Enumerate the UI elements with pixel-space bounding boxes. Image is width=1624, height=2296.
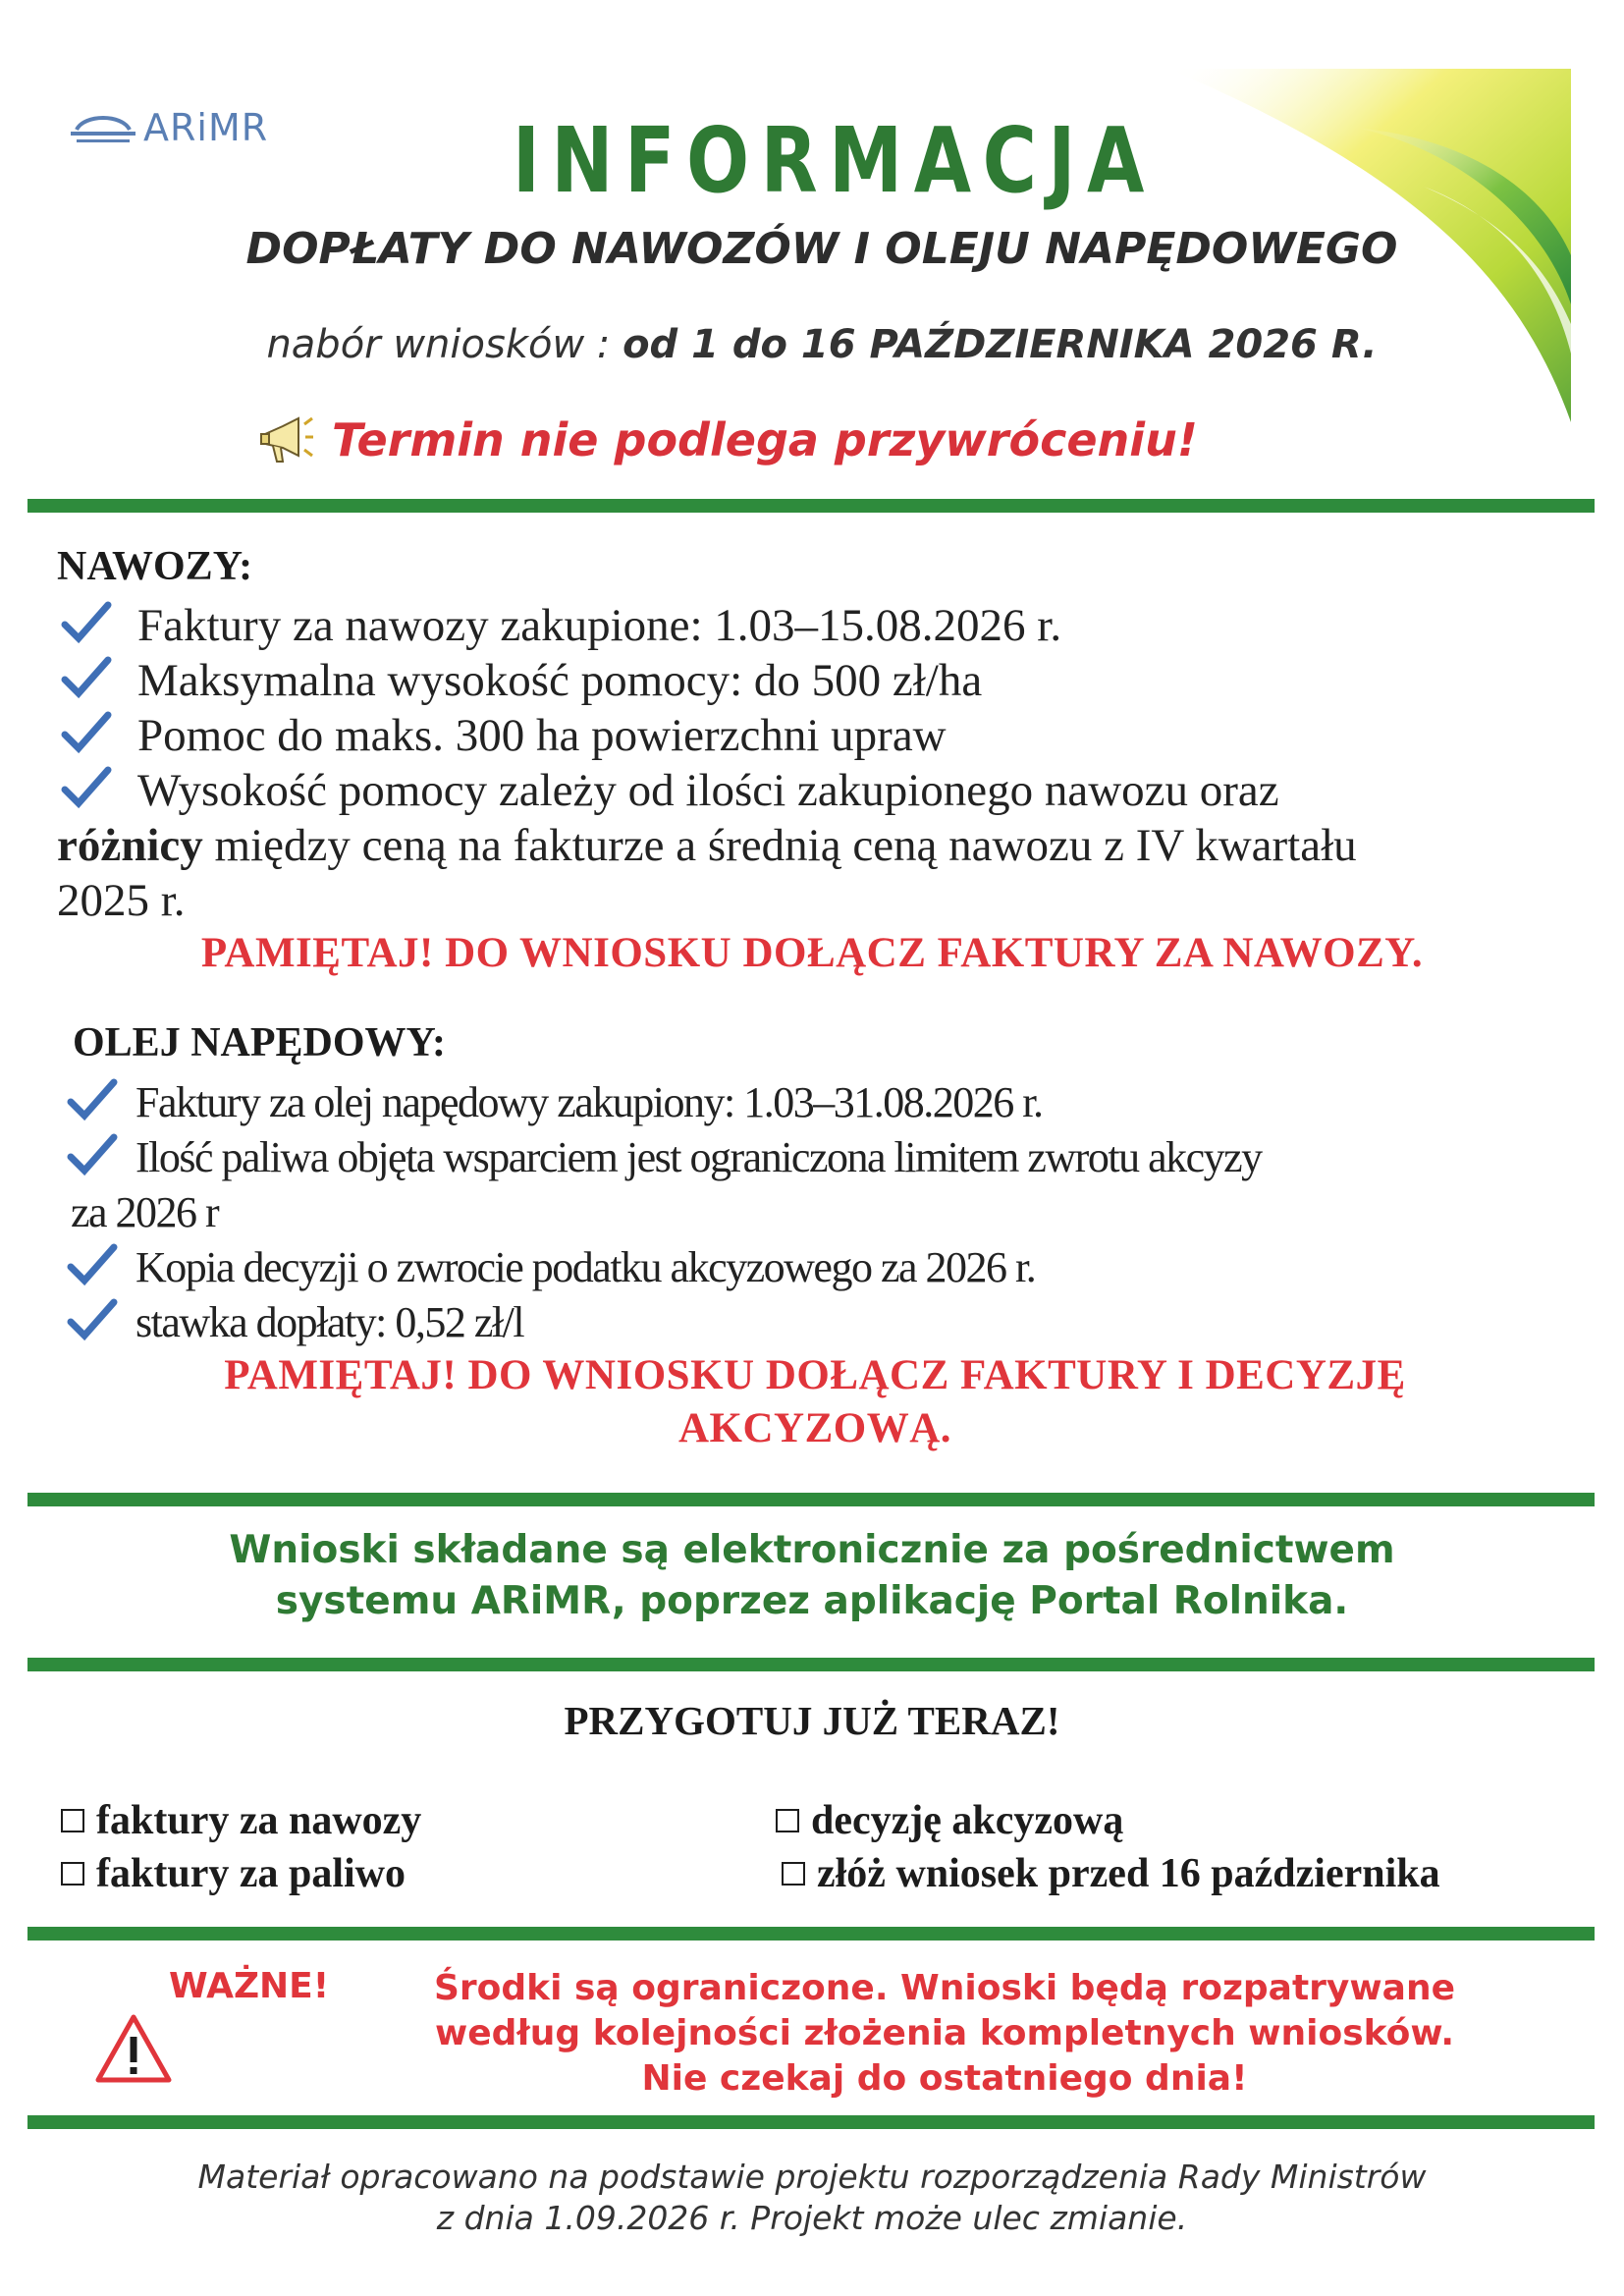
diesel-item-continuation: za 2026 r [71,1188,219,1236]
important-label: WAŻNE! [169,1966,330,2006]
divider [27,1927,1595,1941]
logo-text: ARiMR [143,106,269,149]
intake-label: nabór wniosków : [266,322,611,367]
checkbox-icon [61,1809,84,1832]
prepare-item-label: złóż wniosek przed 16 października [817,1851,1440,1896]
megaphone-icon [255,410,314,469]
footnote-line: z dnia 1.09.2026 r. Projekt może ulec zmianie. [436,2199,1188,2237]
fertilizers-item: Pomoc do maks. 300 ha powierzchni upraw [137,710,947,761]
divider [27,1493,1595,1506]
fertilizers-item: Faktury za nawozy zakupione: 1.03–15.08.2026 r. [137,600,1062,651]
deadline-notice [255,410,1198,469]
checkbox-icon [782,1862,805,1886]
portal-message-line: Wnioski składane są elektronicznie za pośrednictwem [229,1528,1395,1572]
prepare-item [776,1797,1123,1844]
intake-period [0,322,1624,367]
portal-message [0,1525,1624,1627]
check-icon [61,656,112,699]
diesel-item: Ilość paliwa objęta wsparciem jest ograniczona limitem zwrotu akcyzy [135,1133,1262,1181]
fertilizers-item-continuation [57,817,1357,874]
diesel-item: stawka dopłaty: 0,52 zł/l [135,1298,524,1346]
diesel-reminder-line: AKCYZOWĄ. [677,1405,952,1451]
check-icon [67,1133,118,1176]
continuation-text: między ceną na fakturze a średnią ceną nawozu z IV kwartału [202,820,1357,871]
fertilizers-reminder: PAMIĘTAJ! DO WNIOSKU DOŁĄCZ FAKTURY ZA NAWOZY. [200,930,1424,976]
important-message-line: Środki są ograniczone. Wnioski będą rozpatrywane [433,1968,1455,2008]
deadline-text: Termin nie podlega przywróceniu! [332,413,1198,466]
check-icon [67,1298,118,1341]
check-icon [61,766,112,809]
emphasis-text: różnicy [57,820,203,871]
diesel-heading: OLEJ NAPĘDOWY: [73,1020,446,1066]
fertilizers-heading: NAWOZY: [57,544,253,589]
diesel-reminder-line: PAMIĘTAJ! DO WNIOSKU DOŁĄCZ FAKTURY I DECYZJĘ [224,1352,1406,1398]
fertilizers-item: Maksymalna wysokość pomocy: do 500 zł/ha [137,655,983,706]
check-icon [61,601,112,644]
important-message-line: Nie czekaj do ostatniego dnia! [641,2058,1248,2099]
fertilizers-item: Wysokość pomocy zależy od ilości zakupionego nawozu oraz [137,765,1279,816]
divider [27,1658,1595,1671]
diesel-item: Faktury za olej napędowy zakupiony: 1.03–31.08.2026 r. [135,1078,1043,1126]
prepare-item-label: faktury za nawozy [96,1798,422,1843]
intake-dates: od 1 do 16 PAŹDZIERNIKA 2026 R. [623,322,1378,367]
logo-mark-icon [69,110,137,145]
important-message-line: według kolejności złożenia kompletnych wniosków. [434,2013,1455,2053]
diesel-item: Kopia decyzji o zwrocie podatku akcyzowego za 2026 r. [135,1243,1036,1291]
fertilizers-item-end: 2025 r. [57,875,186,926]
portal-message-line: systemu ARiMR, poprzez aplikację Portal Rolnika. [275,1579,1349,1623]
check-icon [67,1243,118,1286]
page-subtitle: DOPŁATY DO NAWOZÓW I OLEJU NAPĘDOWEGO [245,224,1398,274]
checkbox-icon [61,1862,84,1886]
checkbox-icon [776,1809,799,1832]
footnote-line: Materiał opracowano na podstawie projektu rozporządzenia Rady Ministrów [197,2158,1427,2196]
prepare-title: PRZYGOTUJ JUŻ TERAZ! [564,1698,1060,1743]
prepare-item [782,1850,1440,1897]
warning-icon [94,2013,173,2084]
prepare-item [61,1797,421,1844]
divider [27,499,1595,513]
prepare-item [61,1850,406,1897]
prepare-item-label: decyzję akcyzową [811,1798,1124,1843]
important-message [365,1966,1524,2102]
diesel-reminder [137,1349,1492,1455]
page-title: INFORMACJA [512,108,1156,213]
check-icon [61,711,112,754]
check-icon [67,1078,118,1121]
prepare-item-label: faktury za paliwo [96,1851,406,1896]
divider [27,2115,1595,2129]
footnote [0,2157,1624,2239]
